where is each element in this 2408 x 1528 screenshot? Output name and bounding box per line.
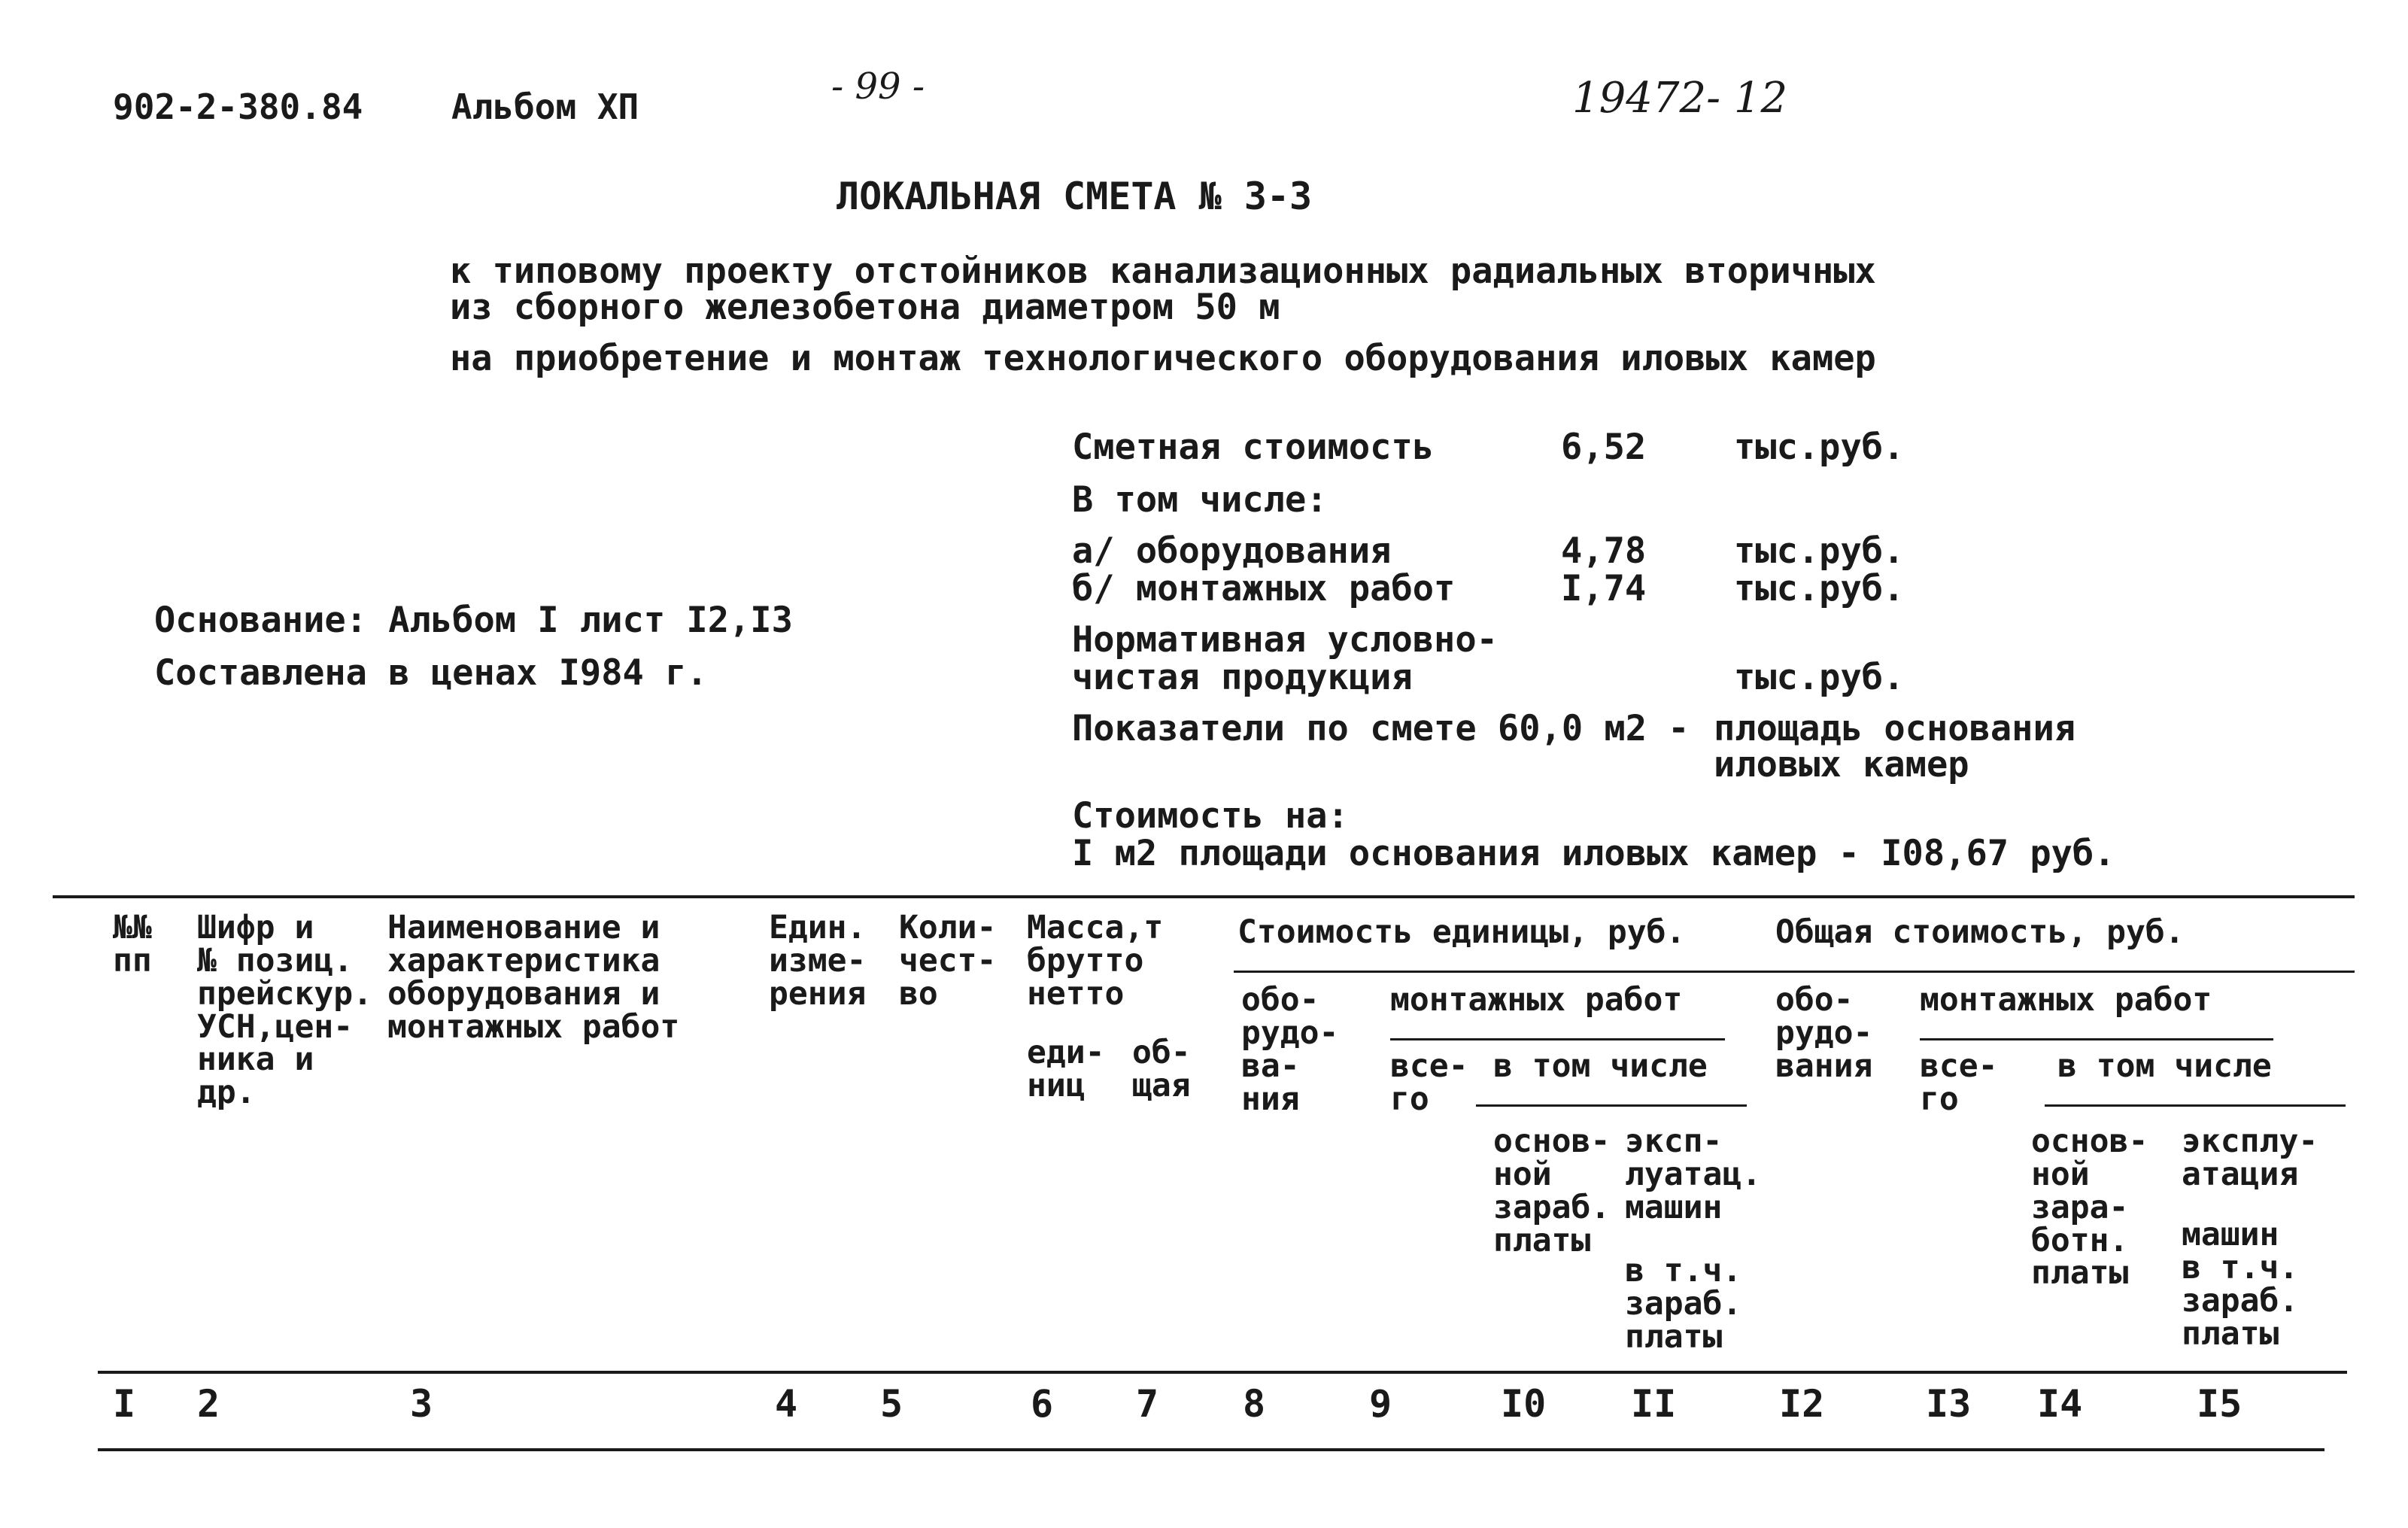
col-header-num: №№ пп — [113, 909, 152, 980]
prices-line: Составлена в ценах I984 г. — [154, 652, 708, 694]
table-bottom-rule — [98, 1448, 2324, 1451]
install-value: I,74 — [1561, 568, 1647, 609]
col-header-equipment-total: обо- рудо- вания — [1775, 981, 1873, 1085]
project-code: 902-2-380.84 — [113, 87, 363, 127]
normative-label-2: чистая продукция — [1072, 657, 1413, 698]
install-works-rule — [1390, 1038, 1725, 1040]
page-title: ЛОКАЛЬНАЯ СМЕТА № 3-3 — [837, 175, 1313, 218]
column-number: 9 — [1369, 1382, 1392, 1426]
col-header-base-wage: основ- ной зараб. платы — [1493, 1122, 1611, 1259]
column-number: I3 — [1926, 1382, 1972, 1426]
subtitle-line-3: на приобретение и монтаж технологического оборудования иловых камер — [450, 338, 1876, 379]
equipment-label: а/ оборудования — [1072, 530, 1392, 572]
column-number: 3 — [410, 1382, 433, 1426]
cost-value: 6,52 — [1561, 427, 1647, 468]
column-number: 8 — [1243, 1382, 1266, 1426]
col-header-unit-cost: Стоимость единицы, руб. — [1237, 913, 1686, 951]
col-header-machines-wage-total: машин в т.ч. зараб. платы — [2182, 1216, 2299, 1353]
col-header-incl-2: в том числе — [2057, 1047, 2272, 1085]
cost-unit: тыс.руб. — [1734, 427, 1905, 468]
col-header-code: Шифр и № позиц. прейскур. УСН,цен- ника и др. — [197, 909, 372, 1112]
install-works-rule-2 — [1920, 1038, 2273, 1040]
column-number: 2 — [197, 1382, 220, 1426]
incl-rule — [1476, 1104, 1747, 1107]
col-header-machines-total: эксплу- атация — [2182, 1122, 2318, 1193]
indicators-desc-1: площадь основания — [1714, 708, 2076, 749]
col-header-install-works-total: монтажных работ — [1920, 981, 2212, 1019]
column-number: I — [113, 1382, 136, 1426]
subtitle-line-2: из сборного железобетона диаметром 50 м — [450, 287, 1280, 328]
column-number: II — [1631, 1382, 1677, 1426]
col-header-install-total: все- го — [1390, 1047, 1468, 1118]
equipment-value: 4,78 — [1561, 530, 1647, 572]
install-label: б/ монтажных работ — [1072, 568, 1456, 609]
column-number: 7 — [1136, 1382, 1159, 1426]
col-header-machines: эксп- луатац. машин — [1625, 1122, 1762, 1226]
column-number: I0 — [1501, 1382, 1547, 1426]
cost-label: Сметная стоимость — [1072, 427, 1435, 468]
column-number: I2 — [1779, 1382, 1825, 1426]
column-number: 5 — [880, 1382, 903, 1426]
subtitle-line-1: к типовому проекту отстойников канализационных радиальных вторичных — [450, 251, 1876, 292]
normative-unit: тыс.руб. — [1734, 657, 1905, 698]
col-header-mass-unit: еди- ниц — [1027, 1034, 1105, 1104]
col-header-total-cost: Общая стоимость, руб. — [1775, 913, 2185, 951]
unit-cost-rule — [1234, 971, 2355, 973]
col-header-machines-wage: в т.ч. зараб. платы — [1625, 1252, 1742, 1356]
col-header-install-works: монтажных работ — [1390, 981, 1683, 1019]
header-bottom-rule — [98, 1371, 2347, 1374]
cost-per-label: Стоимость на: — [1072, 795, 1349, 837]
col-header-install-sum: все- го — [1920, 1047, 1998, 1118]
col-header-mass: Масса,т брутто нетто — [1027, 909, 1164, 1013]
col-header-name: Наименование и характеристика оборудования и монтажных работ — [387, 909, 680, 1046]
basis-line: Основание: Альбом I лист I2,I3 — [154, 600, 793, 641]
col-header-qty: Коли- чест- во — [899, 909, 997, 1013]
incl-rule-2 — [2045, 1104, 2346, 1107]
column-number: I4 — [2037, 1382, 2083, 1426]
column-number: I5 — [2197, 1382, 2243, 1426]
col-header-unit: Един. изме- рения — [769, 909, 867, 1013]
column-number: 6 — [1031, 1382, 1054, 1426]
col-header-incl: в том числе — [1493, 1047, 1708, 1085]
including-label: В том числе: — [1072, 479, 1328, 521]
handwritten-number: 19472- 12 — [1572, 74, 1788, 123]
indicators-desc-2: иловых камер — [1714, 744, 1969, 785]
equipment-unit: тыс.руб. — [1734, 530, 1905, 572]
table-top-rule — [53, 895, 2355, 898]
album-label: Альбом XП — [451, 87, 639, 127]
col-header-base-wage-total: основ- ной зара- ботн. платы — [2031, 1122, 2148, 1293]
indicators-label: Показатели по смете 60,0 м2 - — [1072, 708, 1690, 749]
normative-label-1: Нормативная условно- — [1072, 619, 1498, 661]
cost-per-value: I м2 площади основания иловых камер - I08,67 руб. — [1072, 833, 2115, 874]
install-unit: тыс.руб. — [1734, 568, 1905, 609]
col-header-equipment: обо- рудо- ва- ния — [1241, 981, 1339, 1118]
column-number: 4 — [775, 1382, 798, 1426]
col-header-mass-total: об- щая — [1132, 1034, 1191, 1104]
page-number: - 99 - — [831, 65, 925, 108]
